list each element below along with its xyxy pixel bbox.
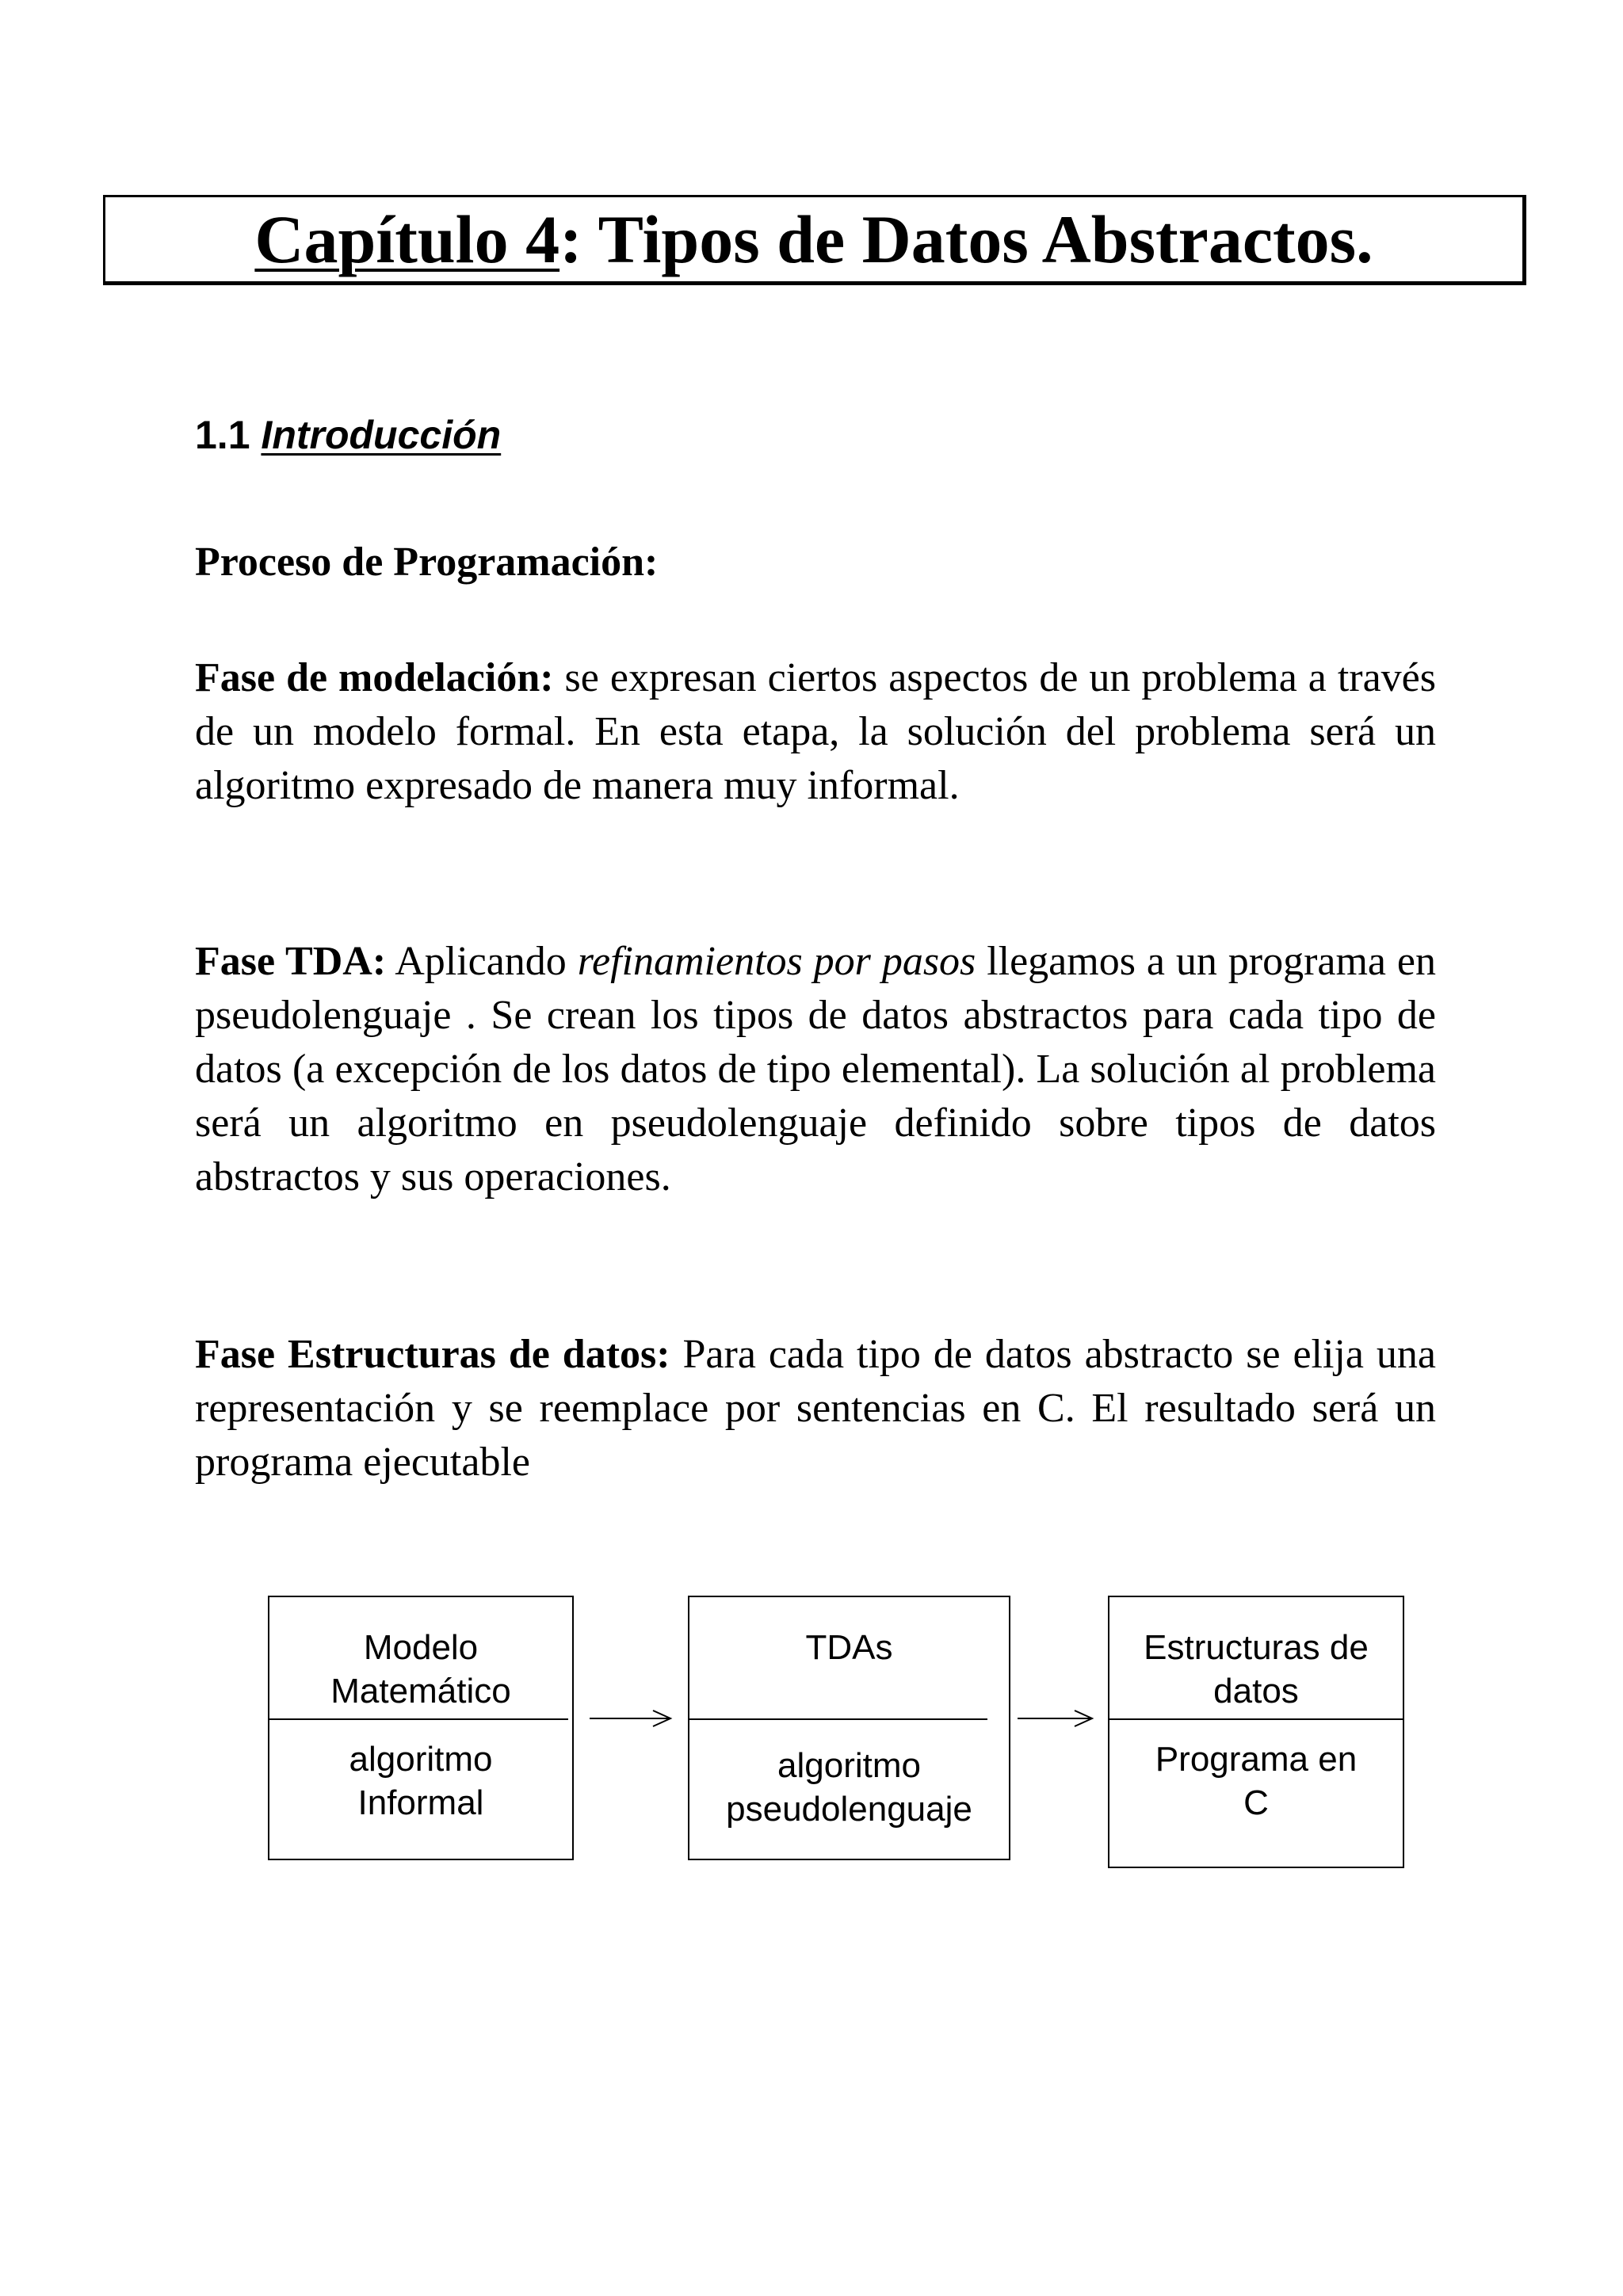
section-number: 1.1 xyxy=(195,413,250,457)
box-bottom-line: algoritmo xyxy=(349,1740,493,1779)
paragraph-tda xyxy=(195,935,1436,1204)
chapter-title: : Tipos de Datos Abstractos. xyxy=(559,201,1373,277)
box-divider xyxy=(1109,1718,1404,1720)
paragraph-text: se expresan ciertos aspectos de un problema a través de un modelo formal. En esta etapa, la solución del problema será un algoritmo expresado de manera muy informal. xyxy=(195,655,1436,808)
box-top-line: Matemático xyxy=(330,1672,511,1711)
paragraph-estructuras xyxy=(195,1328,1436,1489)
box-top-line: datos xyxy=(1213,1672,1299,1711)
box-bottom-line: Informal xyxy=(357,1783,484,1822)
paragraph-text: Aplicando xyxy=(386,939,578,984)
box-bottom-line: Programa en xyxy=(1155,1740,1358,1779)
chapter-label: Capítulo 4 xyxy=(254,201,560,277)
paragraph-text: llegamos a un programa en pseudolenguaje . Se crean los tipos de datos abstractos para cada tipo de datos (a excepción de los datos de tipo elemental). La solución al problema será un algoritmo en pseudolenguaje definido sobre tipos de datos abstractos y sus operaciones. xyxy=(195,939,1436,1199)
paragraph-term: Fase Estructuras de datos: xyxy=(195,1332,670,1377)
box-divider xyxy=(269,1718,568,1720)
box-bottom-line: pseudolenguaje xyxy=(726,1790,972,1829)
diagram-box-estructuras xyxy=(1108,1596,1404,1868)
section-name: Introducción xyxy=(261,413,502,457)
box-top-line: Modelo xyxy=(363,1628,479,1667)
chapter-title-box xyxy=(103,195,1526,285)
diagram-box-tdas xyxy=(688,1596,1010,1860)
arrow-right-icon xyxy=(586,1703,674,1735)
box-divider xyxy=(689,1718,987,1720)
section-heading xyxy=(195,412,501,458)
box-top-line: TDAs xyxy=(805,1628,893,1667)
paragraph-modelacion xyxy=(195,651,1436,813)
box-top-line: Estructuras de xyxy=(1144,1628,1369,1667)
paragraph-text: Para cada tipo de datos abstracto se elija una representación y se reemplace por sentencias en C. El resultado será un programa ejecutable xyxy=(195,1332,1436,1485)
arrow-right-icon xyxy=(1014,1703,1102,1735)
paragraph-emphasis: refinamientos por pasos xyxy=(577,939,976,984)
subheading: Proceso de Programación: xyxy=(195,540,659,585)
paragraph-term: Fase de modelación: xyxy=(195,655,554,700)
diagram-box-modelo xyxy=(268,1596,574,1860)
paragraph-term: Fase TDA: xyxy=(195,939,387,984)
box-bottom-line: algoritmo xyxy=(777,1746,921,1785)
box-bottom-line: C xyxy=(1243,1783,1269,1822)
